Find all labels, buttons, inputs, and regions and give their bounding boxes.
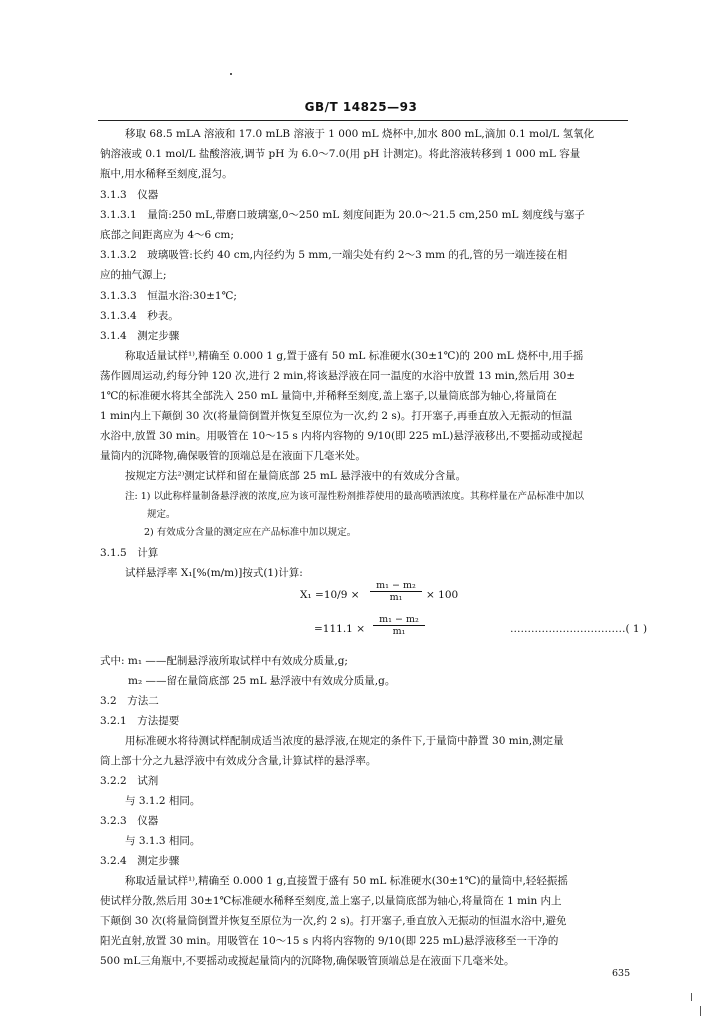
text-line: 荡作圆周运动,约每分钟 120 次,进行 2 min,将该悬浮液在同一温度的水浴中放置 13 min,然后用 30± — [100, 370, 576, 382]
text-line: 称取适量试样¹⁾,精确至 0.000 1 g,直接置于盛有 50 mL 标准硬水(30±1℃)的量筒中,轻轻振摇 — [125, 875, 568, 887]
formula-line2-lhs: =111.1 × — [314, 623, 365, 635]
text-line: 1℃的标准硬水将其全部洗入 250 mL 量筒中,并稀释至刻度,盖上塞子,以量筒底部为轴心,将量筒在 — [100, 390, 557, 402]
text-line: 2) 有效成分含量的测定应在产品标准中加以规定。 — [144, 527, 357, 538]
text-line: 量筒内的沉降物,确保吸管的顶端总是在液面下几毫米处。 — [100, 450, 366, 462]
text-line: 用标准硬水将待测试样配制成适当浓度的悬浮液,在规定的条件下,于量筒中静置 30 min,测定量 — [125, 735, 564, 747]
scan-speck — [700, 1006, 701, 1016]
standard-number-header: GB/T 14825—93 — [304, 100, 418, 114]
text-line: 与 3.1.3 相同。 — [125, 835, 201, 847]
text-line: 称取适量试样¹⁾,精确至 0.000 1 g,置于盛有 50 mL 标准硬水(30±1℃)的 200 mL 烧杯中,用手摇 — [125, 350, 584, 362]
text-line: 3.1.3.1 量筒:250 mL,带磨口玻璃塞,0～250 mL 刻度间距为 20.0～21.5 cm,250 mL 刻度线与塞子 — [100, 209, 585, 221]
formula-line1-tail: × 100 — [426, 589, 459, 601]
formula-fraction-1 — [370, 580, 422, 603]
text-line: 规定。 — [147, 509, 176, 520]
text-line: 500 mL三角瓶中,不要摇动或搅起量筒内的沉降物,确保吸管顶端总是在液面下几毫米处。 — [100, 955, 515, 967]
text-line: 3.1.3.4 秒表。 — [100, 310, 179, 322]
text-line: 3.1.4 测定步骤 — [100, 330, 180, 342]
text-line: 水浴中,放置 30 min。用吸管在 10～15 s 内将内容物的 9/10(即 225 mL)悬浮液移出,不要摇动或搅起 — [100, 430, 583, 442]
text-line: 3.2.2 试剂 — [100, 775, 159, 787]
text-line: 应的抽气源上; — [100, 269, 167, 281]
text-line: m₂ ——留在量筒底部 25 mL 悬浮液中有效成分质量,g。 — [128, 675, 396, 687]
text-line: 瓶中,用水稀释至刻度,混匀。 — [100, 168, 233, 180]
text-line: 3.2.1 方法提要 — [100, 715, 180, 727]
text-line: 阳光直射,放置 30 min。用吸管在 10～15 s 内将内容物的 9/10(即 225 mL)悬浮液移至一干净的 — [100, 935, 559, 947]
text-line: 使试样分散,然后用 30±1℃标准硬水稀释至刻度,盖上塞子,以量筒底部为轴心,将量筒在 1 min 内上 — [100, 895, 562, 907]
text-line: 式中: m₁ ——配制悬浮液所取试样中有效成分质量,g; — [100, 655, 348, 667]
text-line: 按规定方法²⁾测定试样和留在量筒底部 25 mL 悬浮液中的有效成分含量。 — [125, 470, 467, 482]
fraction-numerator: m₁ − m₂ — [373, 614, 425, 626]
text-line: 移取 68.5 mLA 溶液和 17.0 mLB 溶液于 1 000 mL 烧杯中,加水 800 mL,滴加 0.1 mol/L 氢氧化 — [125, 128, 595, 140]
text-line: 3.2.4 测定步骤 — [100, 855, 180, 867]
text-line: 3.2 方法二 — [100, 695, 159, 707]
text-line: 1 min内上下颠倒 30 次(将量筒倒置并恢复至原位为一次,约 2 s)。打开塞子,再垂直放入无振动的恒温 — [100, 410, 573, 422]
fraction-denominator: m₁ — [392, 626, 406, 637]
text-line: 底部之间距离应为 4～6 cm; — [100, 229, 234, 241]
text-line: 钠溶液或 0.1 mol/L 盐酸溶液,调节 pH 为 6.0～7.0(用 pH 计测定)。将此溶液转移到 1 000 mL 容量 — [100, 148, 581, 160]
scan-speck — [691, 993, 692, 1001]
text-line: 3.1.3.3 恒温水浴:30±1℃; — [100, 290, 237, 302]
formula-line1-lhs: X₁ =10/9 × — [300, 589, 360, 601]
text-line: 试样悬浮率 X₁[%(m/m)]按式(1)计算: — [125, 567, 303, 579]
text-line: 3.2.3 仪器 — [100, 815, 159, 827]
scan-speck — [230, 73, 232, 75]
equation-number: ……………………………( 1 ) — [510, 623, 648, 635]
header-rule — [98, 120, 628, 121]
page-number: 635 — [612, 968, 631, 979]
text-line: 下颠倒 30 次(将量筒倒置并恢复至原位为一次,约 2 s)。打开塞子,垂直放入无振动的恒温水浴中,避免 — [100, 915, 567, 927]
formula-fraction-2 — [373, 614, 425, 637]
text-line: 3.1.3 仪器 — [100, 189, 159, 201]
text-line: 筒上部十分之九悬浮液中有效成分含量,计算试样的悬浮率。 — [100, 755, 377, 767]
text-line: 3.1.3.2 玻璃吸管:长约 40 cm,内径约为 5 mm,一端尖处有约 2～3 mm 的孔,管的另一端连接在相 — [100, 249, 568, 261]
text-line: 3.1.5 计算 — [100, 547, 159, 559]
fraction-denominator: m₁ — [389, 592, 403, 603]
fraction-numerator: m₁ − m₂ — [370, 580, 422, 592]
text-line: 与 3.1.2 相同。 — [125, 795, 201, 807]
text-line: 注: 1) 以此称样量制备悬浮液的浓度,应为该可湿性粉剂推荐使用的最高喷洒浓度。其称样量在产品标准中加以 — [125, 491, 585, 502]
